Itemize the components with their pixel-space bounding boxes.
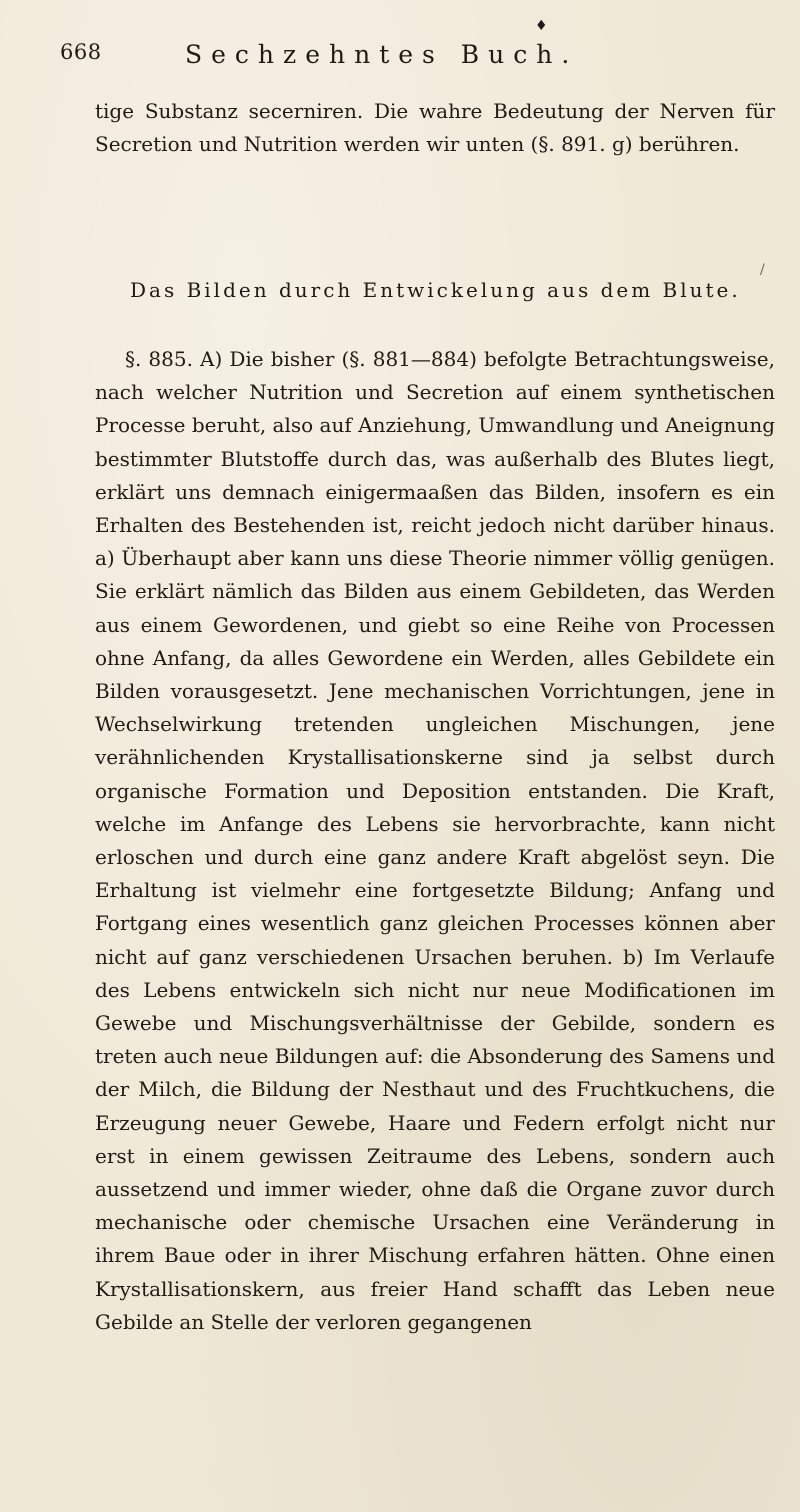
page-header	[60, 18, 760, 78]
page-number: 668	[60, 40, 102, 64]
intro-text	[95, 95, 775, 161]
section-heading: Das Bilden durch Entwickelung aus dem Blute.	[130, 278, 741, 302]
running-head: Sechzehntes Buch.	[185, 40, 579, 69]
intro-paragraph: tige Substanz secerniren. Die wahre Bedeutung der Nerven für Secretion und Nutrition werden wir unten (§. 891. g) berühren.	[95, 99, 775, 157]
ornament-mark: ♦	[535, 18, 548, 34]
stray-mark: /	[760, 262, 765, 278]
main-text	[95, 343, 775, 1339]
main-paragraph: §. 885. A) Die bisher (§. 881—884) befolgte Betrachtungsweise, nach welcher Nutrition und Secretion auf einem synthetischen Processe beruht, also auf Anziehung, Umwandlung und Aneignung bestimmter Blutstoffe durch das, was außerhalb des Blutes liegt, erklärt uns demnach einigermaaßen das Bilden, insofern es ein Erhalten des Bestehenden ist, reicht jedoch nicht darüber hinaus. a) Überhaupt aber kann uns diese Theorie nimmer völlig genügen. Sie erklärt nämlich das Bilden aus einem Gebildeten, das Werden aus einem Gewordenen, und giebt so eine Reihe von Processen ohne Anfang, da alles Gewordene ein Werden, alles Gebildete ein Bilden vorausgesetzt. Jene mechanischen Vorrichtungen, jene in Wechselwirkung tretenden ungleichen Mischungen, jene verähnlichenden Krystallisationskerne sind ja selbst durch organische Formation und Deposition entstanden. Die Kraft, welche im Anfange des Lebens sie hervorbrachte, kann nicht erloschen und durch eine ganz andere Kraft abgelöst seyn. Die Erhaltung ist vielmehr eine fortgesetzte Bildung; Anfang und Fortgang eines wesentlich ganz gleichen Processes können aber nicht auf ganz verschiedenen Ursachen beruhen. b) Im Verlaufe des Lebens entwickeln sich nicht nur neue Modificationen im Gewebe und Mischungsverhältnisse der Gebilde, sondern es treten auch neue Bildungen auf: die Absonderung des Samens und der Milch, die Bildung der Nesthaut und des Fruchtkuchens, die Erzeugung neuer Gewebe, Haare und Federn erfolgt nicht nur erst in einem gewissen Zeitraume des Lebens, sondern auch aussetzend und immer wieder, ohne daß die Organe zuvor durch mechanische oder chemische Ursachen eine Veränderung in ihrem Baue oder in ihrer Mischung erfahren hätten. Ohne einen Krystallisationskern, aus freier Hand schafft das Leben neue Gebilde an Stelle der verloren gegangenen	[95, 347, 775, 1334]
